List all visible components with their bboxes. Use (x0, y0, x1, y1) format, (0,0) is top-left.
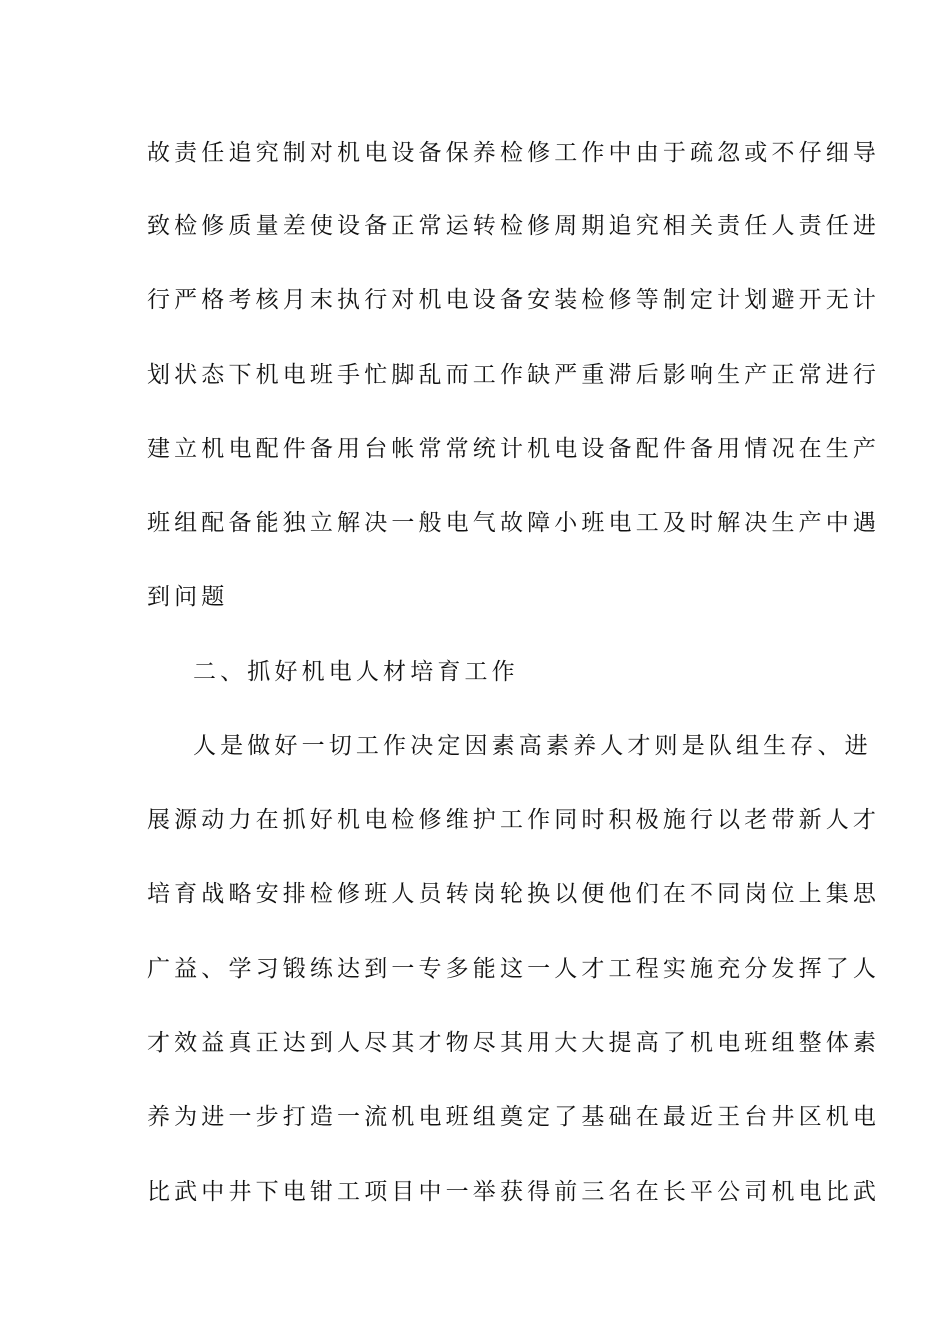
paragraph-line: 到问题 (147, 584, 229, 610)
paragraph-line: 培育战略安排检修班人员转岗轮换以便他们在不同岗位上集思 (147, 881, 881, 907)
paragraph-line: 才效益真正达到人尽其才物尽其用大大提高了机电班组整体素 (147, 1030, 881, 1056)
paragraph-line: 比武中井下电钳工项目中一举获得前三名在长平公司机电比武 (147, 1179, 881, 1205)
section-heading: 二、抓好机电人材培育工作 (193, 659, 519, 685)
paragraph-line: 展源动力在抓好机电检修维护工作同时积极施行以老带新人才 (147, 807, 881, 833)
paragraph-line: 行严格考核月末执行对机电设备安装检修等制定计划避开无计 (147, 287, 881, 313)
paragraph-line: 划状态下机电班手忙脚乱而工作缺严重滞后影响生产正常进行 (147, 362, 881, 388)
paragraph-line: 致检修质量差使设备正常运转检修周期追究相关责任人责任进 (147, 213, 881, 239)
paragraph-line: 养为进一步打造一流机电班组奠定了基础在最近王台井区机电 (147, 1104, 881, 1130)
paragraph-line: 故责任追究制对机电设备保养检修工作中由于疏忽或不仔细导 (147, 140, 881, 166)
paragraph-line: 建立机电配件备用台帐常常统计机电设备配件备用情况在生产 (147, 436, 881, 462)
paragraph-line: 广益、学习锻练达到一专多能这一人才工程实施充分发挥了人 (147, 956, 881, 982)
paragraph-line: 班组配备能独立解决一般电气故障小班电工及时解决生产中遇 (147, 510, 881, 536)
paragraph-line: 人是做好一切工作决定因素高素养人才则是队组生存、进 (193, 733, 872, 759)
